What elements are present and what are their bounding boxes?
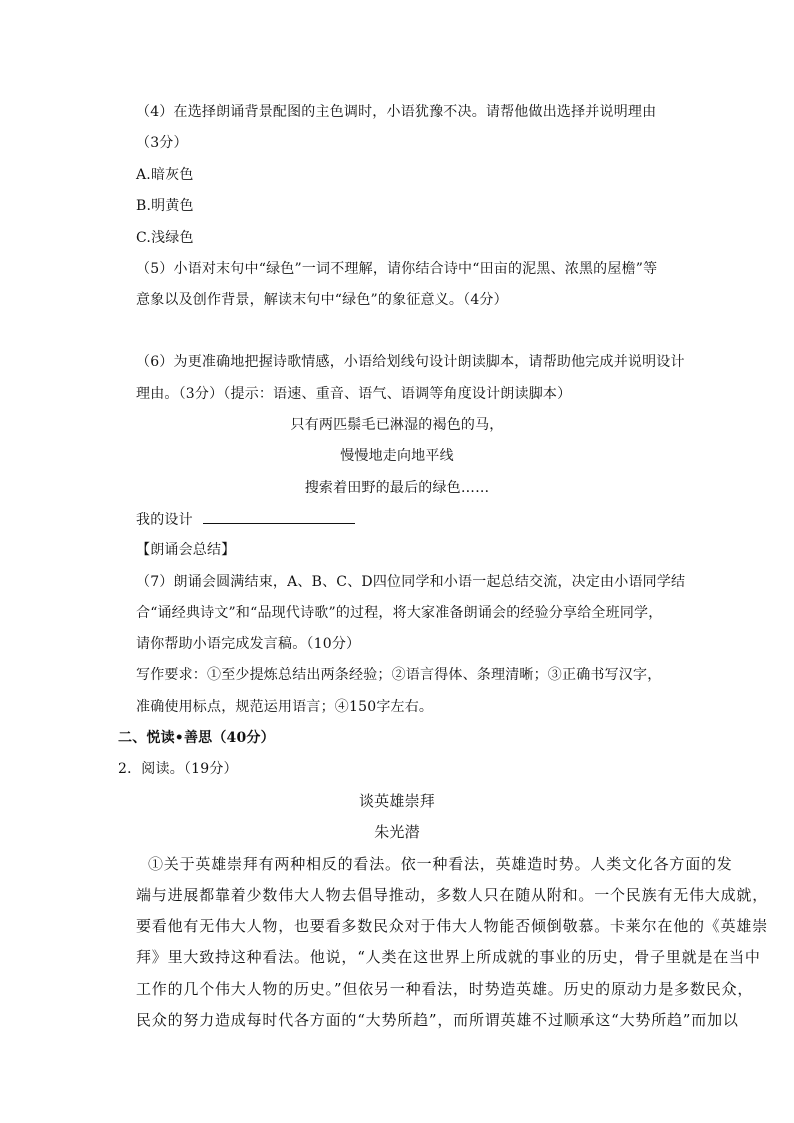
article-author: 朱光潜: [374, 823, 420, 841]
question-7-line-1: （7）朗诵会圆满结束，A、B、C、D四位同学和小语一起总结交流，决定由小语同学结: [136, 574, 686, 590]
section-2-heading: 二、悦读•善思（40分）: [118, 730, 275, 746]
design-label: 我的设计: [136, 512, 193, 528]
poem-line-2: 慢慢地走向地平线: [340, 448, 454, 464]
paragraph-1-line-2: 端与进展都靠着少数伟大人物去倡导推动，多数人只在随从附和。一个民族有无伟大成就，: [136, 886, 769, 904]
question-4-line-1: （4）在选择朗诵背景配图的主色调时，小语犹豫不决。请帮他做出选择并说明理由: [136, 104, 657, 120]
paragraph-1-line-1: ①关于英雄崇拜有两种相反的看法。依一种看法，英雄造时势。人类文化各方面的发: [148, 855, 733, 873]
answer-blank[interactable]: [203, 510, 355, 524]
article-title: 谈英雄崇拜: [358, 792, 435, 810]
option-a: A.暗灰色: [136, 167, 194, 183]
writing-requirement-line-2: 准确使用标点，规范运用语言；④150字左右。: [136, 699, 434, 715]
paragraph-1-line-5: 工作的几个伟大人物的历史。”但依另一种看法，时势造英雄。历史的原动力是多数民众，: [136, 980, 754, 998]
question-5-line-2: 意象以及创作背景，解读末句中“绿色”的象征意义。（4分）: [136, 292, 508, 308]
question-4-line-2: （3分）: [136, 135, 188, 151]
poem-line-3: 搜索着田野的最后的绿色……: [304, 480, 490, 496]
question-6-line-1: （6）为更准确地把握诗歌情感，小语给划线句设计朗读脚本，请帮助他完成并说明设计: [136, 354, 685, 370]
option-b: B.明黄色: [136, 198, 194, 214]
writing-requirement-line-1: 写作要求：①至少提炼总结出两条经验；②语言得体、条理清晰；③正确书写汉字，: [136, 667, 662, 683]
summary-heading: 【朗诵会总结】: [136, 542, 236, 558]
question-7-line-3: 请你帮助小语完成发言稿。（10分）: [136, 636, 361, 652]
paragraph-1-line-4: 拜》里大致持这种看法。他说，“人类在这世界上所成就的事业的历史，骨子里就是在当中: [136, 948, 761, 966]
question-6-line-2: 理由。（3分）（提示：语速、重音、语气、语调等角度设计朗读脚本）: [136, 386, 572, 402]
paragraph-1-line-6: 民众的努力造成每时代各方面的“大势所趋”，而所谓英雄不过顺承这“大势所趋”而加以: [136, 1011, 739, 1029]
question-5-line-1: （5）小语对末句中“绿色”一词不理解，请你结合诗中“田亩的泥黑、浓黑的屋檐”等: [136, 261, 658, 277]
paragraph-1-line-3: 要看他有无伟大人物，也要看多数民众对于伟大人物能否倾倒敬慕。卡莱尔在他的《英雄崇: [136, 917, 769, 935]
question-2-heading: 2．阅读。（19分）: [118, 761, 238, 777]
option-c: C.浅绿色: [136, 230, 194, 246]
question-7-line-2: 合“诵经典诗文”和“品现代诗歌”的过程，将大家准备朗诵会的经验分享给全班同学，: [136, 605, 663, 621]
poem-line-1: 只有两匹鬃毛已淋湿的褐色的马，: [290, 417, 504, 433]
design-answer-line: [136, 510, 355, 529]
